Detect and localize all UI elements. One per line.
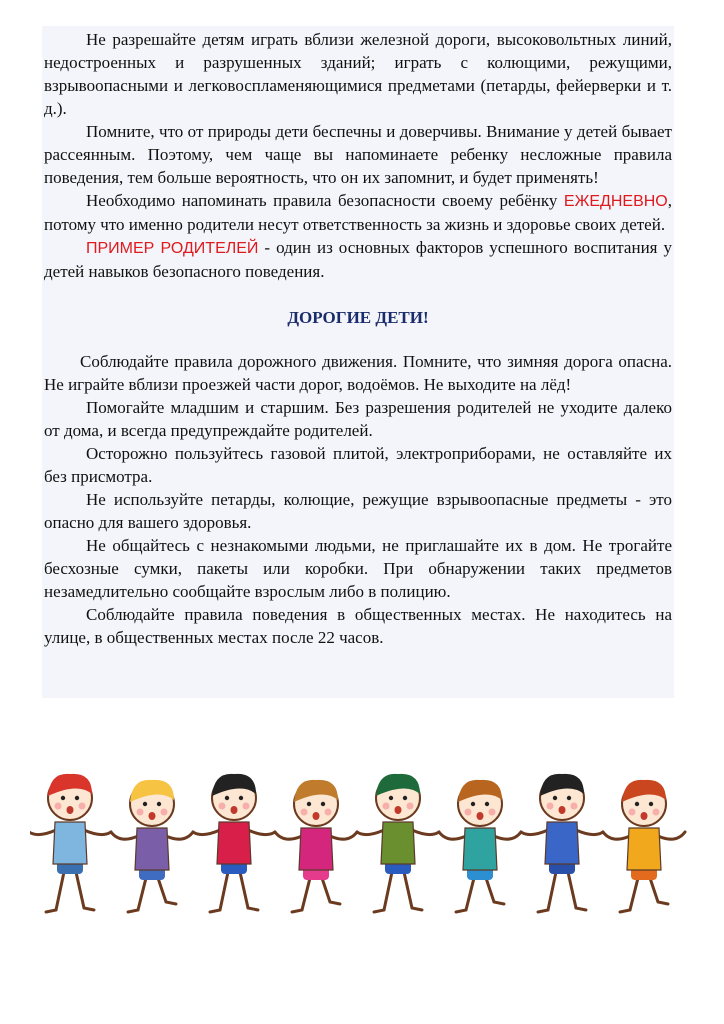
document-body	[44, 28, 672, 649]
highlight-parents-example: ПРИМЕР РОДИТЕЛЕЙ	[86, 240, 259, 257]
children-paragraph-1: Соблюдайте правила дорожного движения. Помните, что зимняя дорога опасна. Не играйте вблизи проезжей части дорог, водоёмов. Не выходите на лёд!	[44, 352, 672, 394]
section-heading: ДОРОГИЕ ДЕТИ!	[287, 308, 429, 327]
children-paragraph-6: Соблюдайте правила поведения в общественных местах. Не находитесь на улице, в общественных местах после 22 часов.	[44, 605, 672, 647]
child-figure-3	[193, 774, 275, 912]
child-figure-5	[357, 774, 439, 912]
parents-paragraph-2: Помните, что от природы дети беспечны и доверчивы. Внимание у детей бывает рассеянным. Поэтому, чем чаще вы напоминаете ребенку несложные правила поведения, тем больше вероятность, что он их запомнит, и будет применять!	[44, 122, 672, 187]
parents-paragraph-4	[44, 236, 672, 283]
parents-paragraph-3	[44, 189, 672, 236]
children-paragraph-2: Помогайте младшим и старшим. Без разрешения родителей не уходите далеко от дома, и всегда предупреждайте родителей.	[44, 398, 672, 440]
dancing-children-illustration	[30, 760, 710, 930]
child-figure-1	[30, 774, 111, 912]
child-figure-4	[275, 780, 357, 912]
child-figure-2	[111, 780, 193, 912]
children-paragraph-4: Не используйте петарды, колющие, режущие взрывоопасные предметы - это опасно для вашего здоровья.	[44, 490, 672, 532]
paragraph-text: , потому что именно родители несут ответственность за жизнь и здоровье своих детей.	[44, 191, 672, 234]
children-paragraph-3: Осторожно пользуйтесь газовой плитой, электроприборами, не оставляйте их без присмотра.	[44, 444, 672, 486]
parents-paragraph-1: Не разрешайте детям играть вблизи железной дороги, высоковольтных линий, недостроенных и разрушенных зданий; играть с колющими, режущими, взрывоопасными и легковоспламеняющимися предметами (петарды, фейерверки и т. д.).	[44, 30, 672, 118]
children-paragraph-5: Не общайтесь с незнакомыми людьми, не приглашайте их в дом. Не трогайте бесхозные сумки, пакеты или коробки. При обнаружении таких предметов незамедлительно сообщайте взрослым либо в полицию.	[44, 536, 672, 601]
highlight-daily: ЕЖЕДНЕВНО	[563, 193, 668, 210]
child-figure-8	[603, 780, 685, 912]
paragraph-text: Необходимо напоминать правила безопасности своему ребёнку	[86, 191, 564, 210]
child-figure-6	[439, 780, 521, 912]
child-figure-7	[521, 774, 603, 912]
paragraph-text: - один из основных факторов успешного воспитания у детей навыков безопасного поведения.	[44, 238, 672, 281]
